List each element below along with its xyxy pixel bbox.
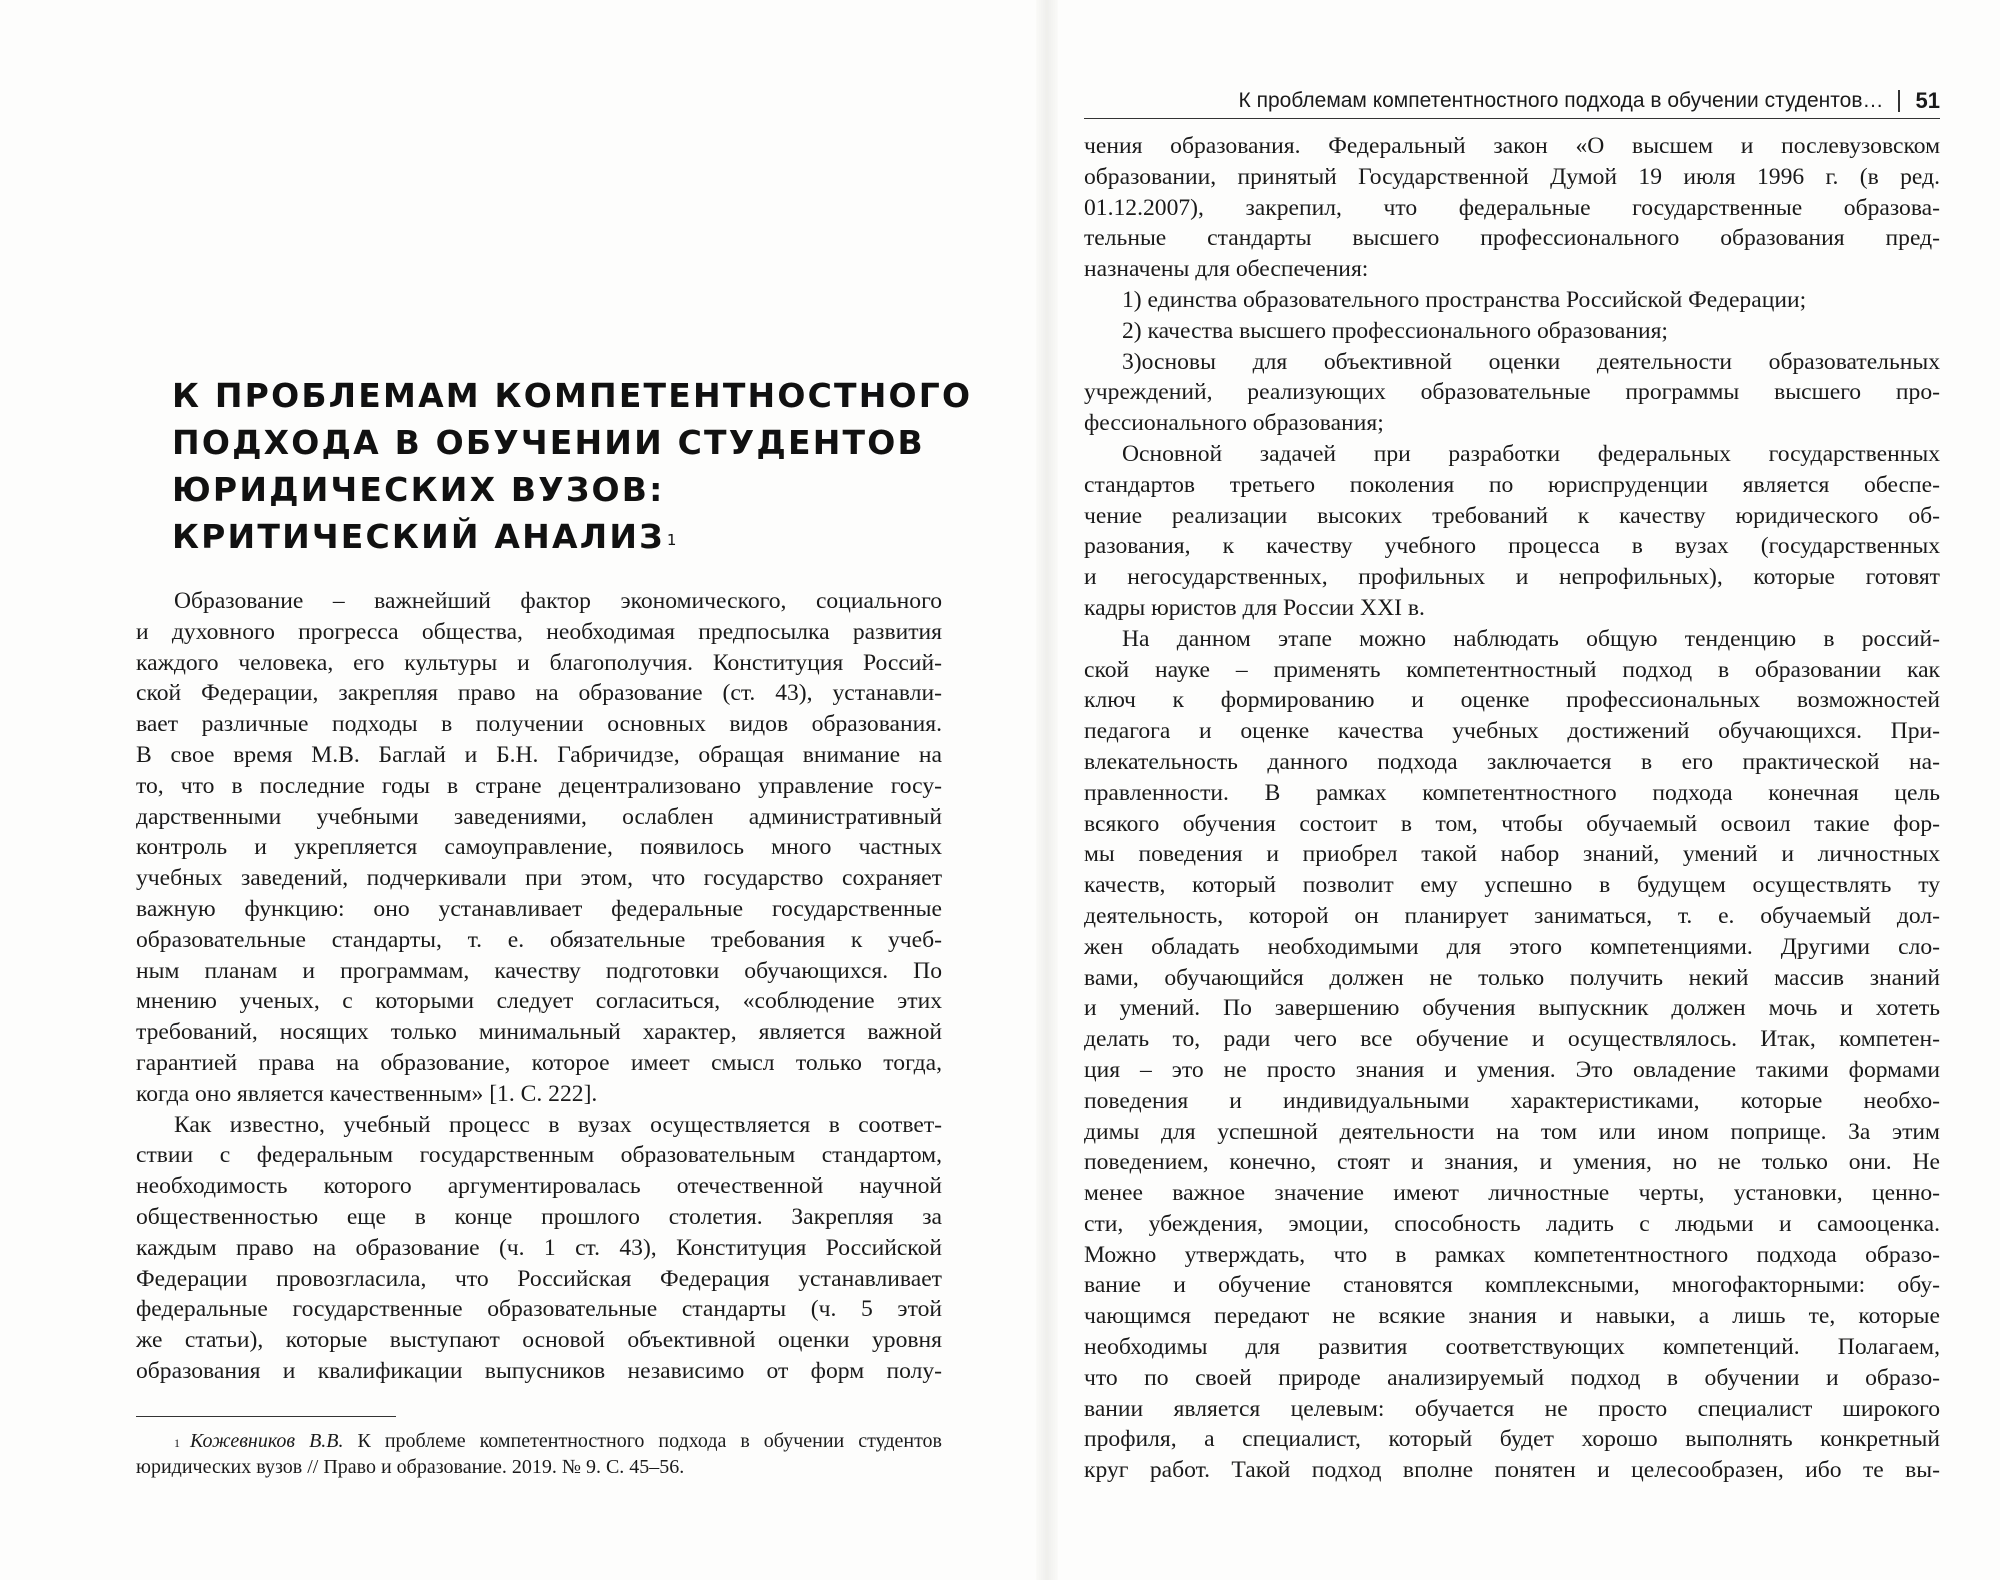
text-line: необходимы для развития соответствующих компетенций. Полагаем,: [1084, 1334, 1940, 1361]
text-line: чения образования. Федеральный закон «О высшем и послевузовском: [1084, 133, 1940, 159]
text-line: ской Федерации, закрепляя право на образование (ст. 43), устанавли-: [136, 680, 942, 707]
text-line: федеральные государственные образовательные стандарты (ч. 5 этой: [136, 1296, 942, 1323]
text-line: учебных заведений, подчеркивали при этом, что государство сохраняет: [136, 865, 942, 892]
title-line: ПОДХОДА В ОБУЧЕНИИ СТУДЕНТОВ: [172, 423, 925, 462]
text-line: вами, обучающийся должен не только получить некий массив знаний: [1084, 964, 1940, 991]
text-line: Федерации провозгласила, что Российская Федерация устанавливает: [136, 1265, 942, 1292]
footnote-line: юридических вузов // Право и образование. 2019. № 9. С. 45–56.: [136, 1456, 685, 1478]
text-line: необходимость которого аргументировалась отечественной научной: [136, 1173, 942, 1200]
text-line: 01.12.2007), закрепил, что федеральные государственные образова-: [1084, 194, 1940, 221]
text-line: то, что в последние годы в стране децентрализовано управление госу-: [136, 772, 942, 799]
text-line: чающимся передают не всякие знания и навыки, а лишь те, которые: [1084, 1303, 1940, 1330]
text-line: На данном этапе можно наблюдать общую тенденцию в россий-: [1122, 625, 1940, 652]
title-line-text: КРИТИЧЕСКИЙ АНАЛИЗ: [172, 517, 665, 556]
text-line: ключ к формированию и оценке профессиональных возможностей: [1084, 687, 1940, 714]
text-line: Как известно, учебный процесс в вузах осуществляется в соответ-: [174, 1111, 942, 1138]
running-header-title: К проблемам компетентностного подхода в обучении студентов…: [1238, 89, 1884, 112]
text-line: педагога и оценке качества учебных достижений обучающихся. При-: [1084, 718, 1940, 745]
text-line: ствии с федеральным государственным образовательным стандартом,: [136, 1142, 942, 1169]
text-line: образовании, принятый Государственной Думой 19 июля 1996 г. (в ред.: [1084, 163, 1940, 190]
text-line: Можно утверждать, что в рамках компетентностного подхода образо-: [1084, 1241, 1940, 1268]
title-footnote-mark: 1: [666, 531, 677, 549]
title-line: ЮРИДИЧЕСКИХ ВУЗОВ:: [172, 470, 665, 509]
text-line: важную функцию: оно устанавливает федеральные государственные: [136, 895, 942, 922]
text-line: вании является целевым: обучается не просто специалист широкого: [1084, 1395, 1940, 1422]
text-line: тельные стандарты высшего профессионального образования пред-: [1084, 225, 1940, 252]
text-line: всякого обучения состоит в том, чтобы обучаемый освоил такие фор-: [1084, 810, 1940, 837]
text-line: ской науке – применять компетентностный подход в образовании как: [1084, 656, 1940, 683]
text-line: и духовного прогресса общества, необходимая предпосылка развития: [136, 618, 942, 645]
text-line: В свое время М.В. Баглай и Б.Н. Габричидзе, обращая внимание на: [136, 741, 942, 768]
text-line: контроль и укрепляется самоуправление, появилось много частных: [136, 834, 942, 861]
text-line: дарственными учебными заведениями, ослаблен административный: [136, 803, 942, 830]
text-line: ция – это не просто знания и умения. Это овладение такими формами: [1084, 1056, 1940, 1083]
article-title: [172, 372, 973, 560]
text-line: вает различные подходы в получении основных видов образования.: [136, 711, 942, 738]
text-line: качеств, который позволит ему успешно в будущем осуществлять ту: [1084, 872, 1940, 899]
text-line: делать то, ради чего все обучение и осуществлялось. Итак, компетен-: [1084, 1026, 1940, 1053]
text-line: правленности. В рамках компетентностного подхода конечная цель: [1084, 779, 1940, 806]
footnote-line: [136, 1428, 942, 1454]
text-line: каждым право на образование (ч. 1 ст. 43), Конституция Российской: [136, 1234, 942, 1261]
text-line: поведением, конечно, стоят и знания, и умения, но не только они. Не: [1084, 1149, 1940, 1176]
running-header: [1084, 84, 1940, 119]
footnote-mark: 1: [174, 1436, 180, 1450]
text-line: кадры юристов для России XXI в.: [1084, 594, 1425, 621]
text-line: учреждений, реализующих образовательные программы высшего про-: [1084, 379, 1940, 406]
text-line: деятельность, которой он планирует заниматься, т. е. обучаемый дол-: [1084, 902, 1940, 929]
text-line: сти, убеждения, эмоции, способность ладить с людьми и самооценка.: [1084, 1210, 1940, 1237]
text-line: и умений. По завершению обучения выпускник должен мочь и хотеть: [1084, 995, 1940, 1022]
text-line: требований, носящих только минимальный характер, является важной: [136, 1019, 942, 1046]
text-line: влекательность данного подхода заключается в его практической на-: [1084, 748, 1940, 775]
text-line: что по своей природе анализируемый подход в обучении и образо-: [1084, 1364, 1940, 1391]
text-line: же статьи), которые выступают основой объективной оценки уровня: [136, 1327, 942, 1354]
text-line: назначены для обеспечения:: [1084, 256, 1369, 283]
text-line: 3)основы для объективной оценки деятельности образовательных: [1122, 348, 1940, 375]
text-line: жен обладать необходимыми для этого компетенциями. Другими сло-: [1084, 933, 1940, 960]
text-line: гарантией права на образование, которое имеет смысл только тогда,: [136, 1049, 942, 1076]
running-header-separator: [1898, 90, 1900, 112]
text-line: мнению ученых, с которыми следует согласиться, «соблюдение этих: [136, 988, 942, 1015]
page-number: 51: [1915, 88, 1940, 113]
text-line: каждого человека, его культуры и благополучия. Конституция Россий-: [136, 649, 942, 676]
text-line: общественностью еще в конце прошлого столетия. Закрепляя за: [136, 1203, 942, 1230]
text-line: менее важное значение имеют личностные черты, установки, ценно-: [1084, 1180, 1940, 1207]
text-line: мы поведения и приобрел такой набор знаний, умений и личностных: [1084, 841, 1940, 868]
text-line: когда оно является качественным» [1. С. 222].: [136, 1080, 598, 1107]
text-line: фессионального образования;: [1084, 410, 1384, 437]
text-line: вание и обучение становятся комплексными, многофакторными: обу-: [1084, 1272, 1940, 1299]
footnote-title: К проблеме компетентностного подхода в обучении студентов: [357, 1430, 942, 1452]
footnote-rule: [136, 1416, 396, 1417]
text-line: 2) качества высшего профессионального образования;: [1122, 317, 1668, 344]
left-body-text: [136, 586, 942, 1387]
text-line: димы для успешной деятельности на том или ином поприще. За этим: [1084, 1118, 1940, 1145]
text-line: Образование – важнейший фактор экономического, социального: [174, 588, 942, 614]
text-line: круг работ. Такой подход вполне понятен и целесообразен, ибо те вы-: [1084, 1457, 1940, 1484]
title-line-last: [172, 513, 932, 560]
text-line: Основной задачей при разработки федеральных государственных: [1122, 440, 1940, 467]
footnote-author: Кожевников В.В.: [190, 1430, 344, 1452]
text-line: образовательные стандарты, т. е. обязательные требования к учеб-: [136, 926, 942, 953]
right-body-text: [1084, 131, 1940, 1486]
text-line: поведения и индивидуальными характеристиками, которые необхо-: [1084, 1087, 1940, 1114]
text-line: образования и квалификации выпусников независимо от форм полу-: [136, 1357, 942, 1384]
text-line: и негосударственных, профильных и непрофильных), которые готовят: [1084, 564, 1940, 591]
title-line: К ПРОБЛЕМАМ КОМПЕТЕНТНОСТНОГО: [172, 376, 973, 415]
right-page: [1058, 0, 2000, 1580]
text-line: 1) единства образовательного пространства Российской Федерации;: [1122, 286, 1807, 313]
footnote: [136, 1428, 942, 1480]
text-line: ным планам и программам, качеству подготовки обучающихся. По: [136, 957, 942, 984]
text-line: чение реализации высоких требований к качеству юридического об-: [1084, 502, 1940, 529]
text-line: стандартов третьего поколения по юриспруденции является обеспе-: [1084, 471, 1940, 498]
text-line: разования, к качеству учебного процесса в вузах (государственных: [1084, 533, 1940, 560]
text-line: профиля, а специалист, который будет хорошо выполнять конкретный: [1084, 1426, 1940, 1453]
